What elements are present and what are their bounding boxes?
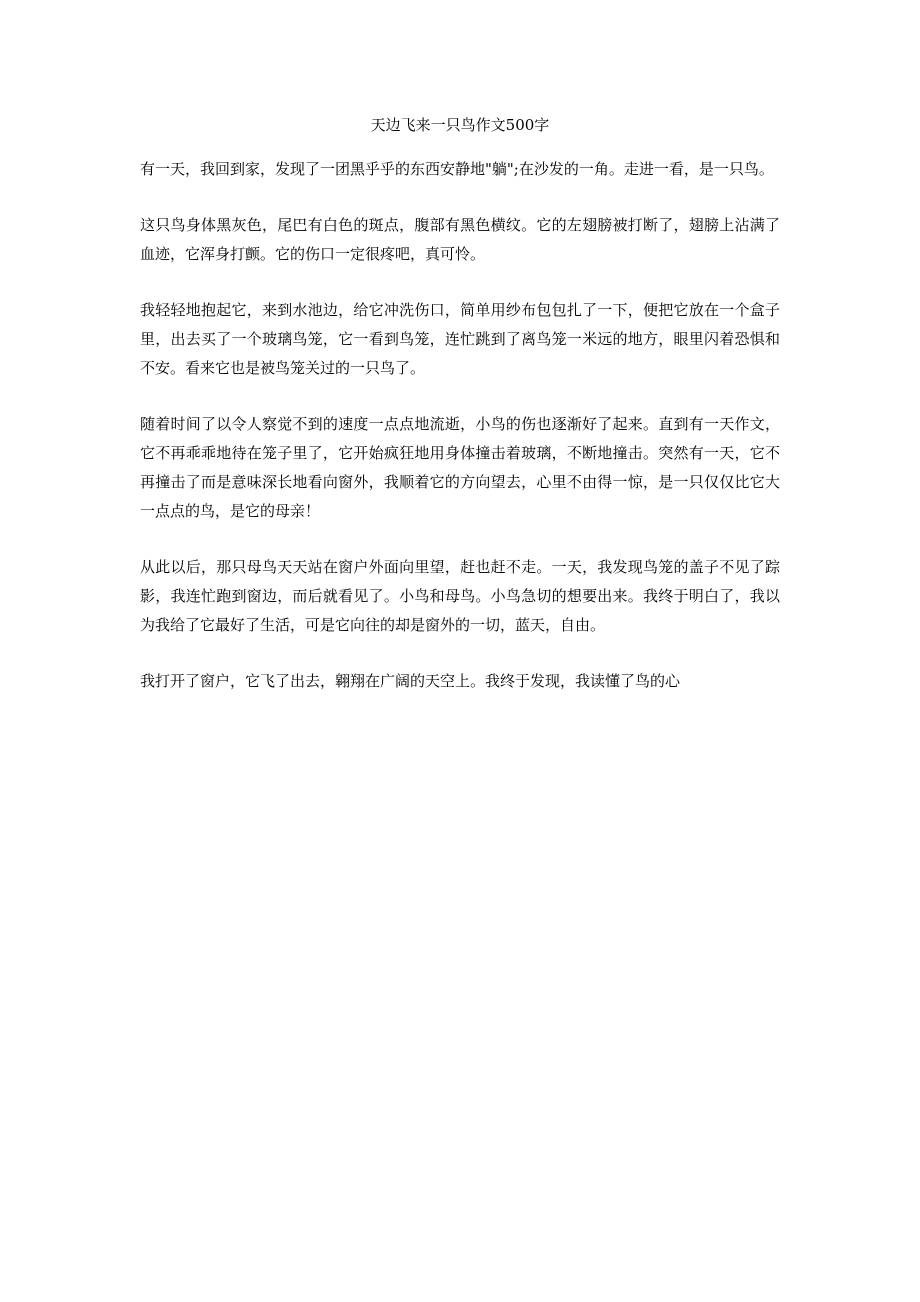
document-body [140,155,780,723]
paragraph: 我打开了窗户，它飞了出去，翱翔在广阔的天空上。我终于发现，我读懂了鸟的心 [140,672,681,690]
document-title: 天边飞来一只鸟作文500字 [370,116,550,134]
paragraph: 随着时间了以令人察觉不到的速度一点点地流逝，小鸟的伤也逐渐好了起来。直到有一天作文，它不再乖乖地待在笼子里了，它开始疯狂地用身体撞击着玻璃，不断地撞击。突然有一天，它不再撞击了而是意味深长地看向窗外，我顺着它的方向望去，心里不由得一惊，是一只仅仅比它大一点点的鸟，是它的母亲！ [140,415,780,520]
paragraph: 有一天，我回到家，发现了一团黑乎乎的东西安静地"躺";在沙发的一角。走进一看，是一只鸟。 [140,160,774,178]
paragraph: 从此以后，那只母鸟天天站在窗户外面向里望，赶也赶不走。一天，我发现鸟笼的盖子不见了踪影，我连忙跑到窗边，而后就看见了。小鸟和母鸟。小鸟急切的想要出来。我终于明白了，我以为我给了它最好了生活，可是它向往的却是窗外的一切，蓝天，自由。 [140,558,780,634]
paragraph: 这只鸟身体黑灰色，尾巴有白色的斑点，腹部有黑色横纹。它的左翅膀被打断了，翅膀上沾满了血迹，它浑身打颤。它的伤口一定很疼吧，真可怜。 [140,216,780,263]
paragraph: 我轻轻地抱起它，来到水池边，给它冲洗伤口，简单用纱布包包扎了一下，便把它放在一个盒子里，出去买了一个玻璃鸟笼，它一看到鸟笼，连忙跳到了离鸟笼一米远的地方，眼里闪着恐惧和不安。看来它也是被鸟笼关过的一只鸟了。 [140,301,780,377]
